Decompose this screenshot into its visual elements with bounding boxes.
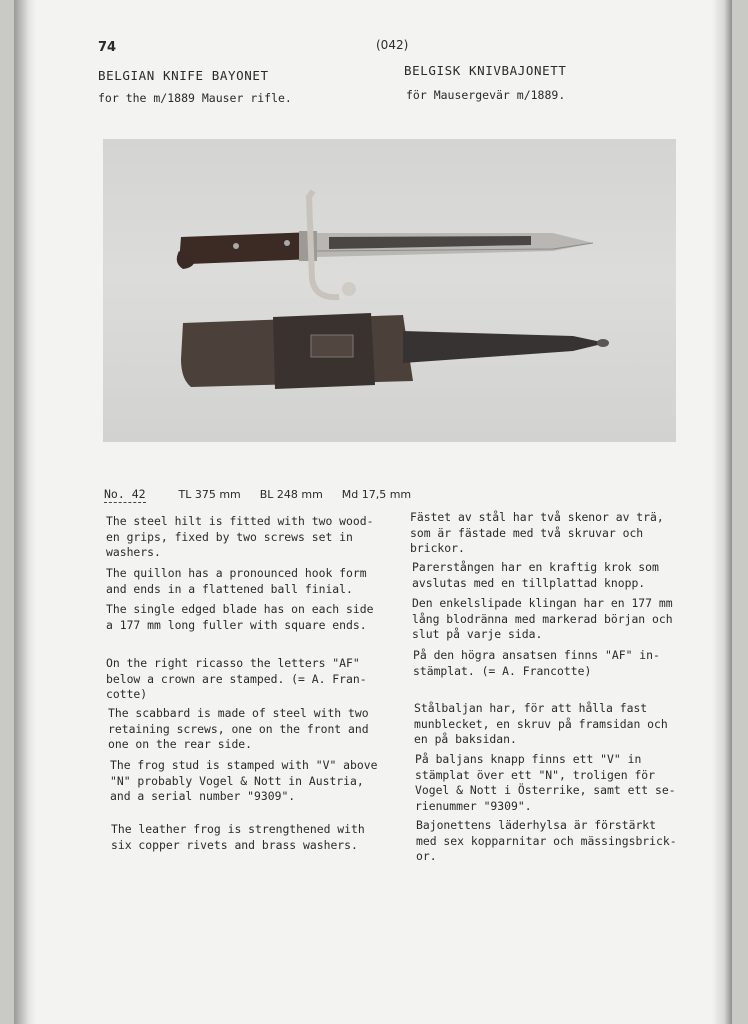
swedish-paragraph: Stålbaljan har, för att hålla fast munblecket, en skruv på framsidan och en på baksidan.: [414, 701, 668, 746]
english-subtitle: for the m/1889 Mauser rifle.: [98, 91, 292, 105]
catalog-id: (042): [376, 38, 409, 52]
page-edge-shadow: [712, 0, 732, 1024]
english-paragraph: The steel hilt is fitted with two wood- en grips, fixed by two screws set in washers.: [106, 514, 374, 559]
specification-line: [104, 487, 423, 501]
total-length: TL 375 mm: [178, 488, 241, 501]
swedish-paragraph: Den enkelslipade klingan har en 177 mm lång blodränna med markerad början och slut på varje sida.: [412, 596, 673, 641]
page-gutter-shadow: [14, 0, 36, 1024]
english-title: BELGIAN KNIFE BAYONET: [98, 68, 269, 83]
english-paragraph: The single edged blade has on each side a 177 mm long fuller with square ends.: [106, 602, 374, 632]
swedish-paragraph: Bajonettens läderhylsa är förstärkt med sex kopparnitar och mässingsbrick- or.: [416, 818, 677, 863]
scabbard-image: [181, 313, 609, 389]
swedish-paragraph: På den högra ansatsen finns "AF" in- stämplat. (= A. Francotte): [413, 648, 660, 678]
muzzle-diameter: Md 17,5 mm: [341, 488, 412, 501]
bayonet-image: [177, 191, 593, 297]
swedish-paragraph: På baljans knapp finns ett "V" in stämplat över ett "N", troligen för Vogel & Nott i Österrike, samt ett se- rienummer "9309".: [415, 752, 676, 813]
page-number: 74: [98, 40, 117, 55]
english-paragraph: The frog stud is stamped with "V" above "N" probably Vogel & Nott in Austria, and a serial number "9309".: [110, 758, 378, 803]
swedish-subtitle: för Mausergevär m/1889.: [406, 88, 566, 102]
blade-length: BL 248 mm: [259, 488, 323, 501]
swedish-paragraph: Parerstången har en kraftig krok som avslutas med en tillplattad knopp.: [412, 560, 659, 590]
english-paragraph: The quillon has a pronounced hook form and ends in a flattened ball finial.: [106, 566, 367, 596]
swedish-title: BELGISK KNIVBAJONETT: [404, 63, 567, 78]
item-number: No. 42: [104, 487, 146, 501]
english-paragraph: The scabbard is made of steel with two retaining screws, one on the front and one on the rear side.: [108, 706, 369, 751]
swedish-paragraph: Fästet av stål har två skenor av trä, som är fästade med två skruvar och brickor.: [410, 510, 664, 555]
english-paragraph: The leather frog is strengthened with six copper rivets and brass washers.: [111, 822, 365, 852]
bayonet-photograph: [103, 139, 676, 442]
english-paragraph: On the right ricasso the letters "AF" below a crown are stamped. (= A. Fran- cotte): [106, 656, 367, 701]
